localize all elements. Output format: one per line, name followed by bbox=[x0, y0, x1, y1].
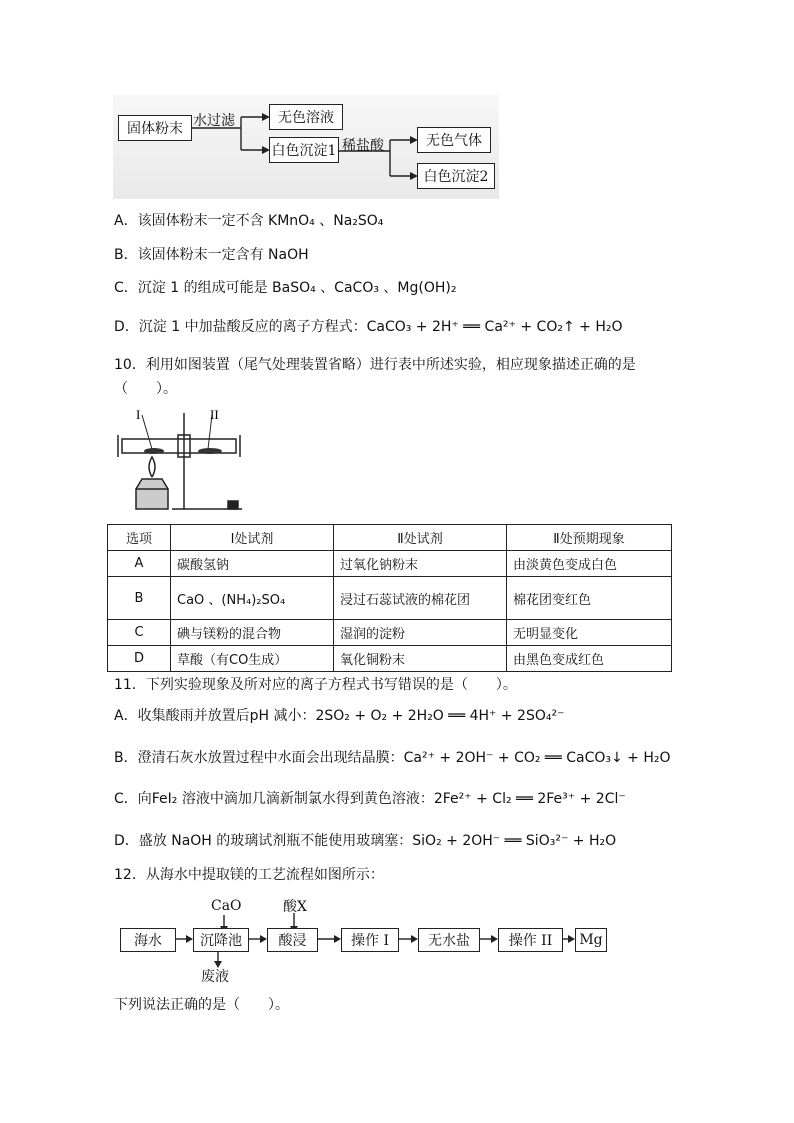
flow2-cao-label: CaO bbox=[211, 898, 242, 914]
apparatus-label-ii: II bbox=[210, 407, 219, 422]
table-cell: 湿润的淀粉 bbox=[334, 620, 507, 646]
flow2-anhydrous-salt bbox=[418, 928, 480, 952]
table-row bbox=[108, 646, 672, 672]
flow2-operation-2 bbox=[498, 928, 563, 952]
table-cell: 由淡黄色变成白色 bbox=[507, 551, 672, 577]
flow1-white-precipitate-2 bbox=[417, 163, 495, 189]
flow2-anhydrous-label: 无水盐 bbox=[428, 933, 470, 949]
flow1-colorless-gas bbox=[417, 127, 491, 153]
table-header-cell: Ⅱ处预期现象 bbox=[507, 525, 672, 551]
q10-stem-line2: （ ）。 bbox=[114, 381, 177, 397]
table-cell: 棉花团变红色 bbox=[507, 577, 672, 620]
q9-option-b: B．该固体粉末一定含有 NaOH bbox=[114, 247, 309, 263]
flow2-acid-leach bbox=[267, 928, 318, 952]
table-header-cell: Ⅱ处试剂 bbox=[334, 525, 507, 551]
flow2-operation-1 bbox=[341, 928, 399, 952]
q11-option-a: A．收集酸雨并放置后pH 减小：2SO₂ + O₂ + 2H₂O ══ 4H⁺ + 2SO₄²⁻ bbox=[114, 708, 565, 724]
table-header-cell: 选项 bbox=[108, 525, 171, 551]
table-cell: C bbox=[108, 620, 171, 646]
table-cell: CaO 、(NH₄)₂SO₄ bbox=[171, 577, 334, 620]
flow2-waste-label: 废液 bbox=[201, 969, 229, 985]
flow2-seawater bbox=[120, 928, 176, 952]
flow2-op2-label: 操作 II bbox=[508, 933, 553, 949]
flow1-connectors bbox=[0, 0, 794, 210]
flow1-white-precipitate-1 bbox=[269, 137, 339, 163]
table-cell: B bbox=[108, 577, 171, 620]
q12-after: 下列说法正确的是（ ）。 bbox=[114, 997, 289, 1013]
table-cell: D bbox=[108, 646, 171, 672]
table-cell: 碳酸氢钠 bbox=[171, 551, 334, 577]
q11-option-c: C．向FeI₂ 溶液中滴加几滴新制氯水得到黄色溶液：2Fe²⁺ + Cl₂ ══ 2Fe³⁺ + 2Cl⁻ bbox=[114, 791, 626, 807]
q9-option-d: D．沉淀 1 中加盐酸反应的离子方程式：CaCO₃ + 2H⁺ ══ Ca²⁺ + CO₂↑ + H₂O bbox=[114, 319, 623, 335]
table-row bbox=[108, 620, 672, 646]
flow2-op1-label: 操作 I bbox=[351, 933, 389, 949]
table-cell: 由黑色变成红色 bbox=[507, 646, 672, 672]
flow2-acid-x-label: 酸X bbox=[283, 899, 307, 915]
flow1-colorless-solution-label: 无色溶液 bbox=[278, 110, 334, 126]
q10-stem-line1: 10．利用如图装置（尾气处理装置省略）进行表中所述实验，相应现象描述正确的是 bbox=[114, 357, 636, 373]
table-cell: 无明显变化 bbox=[507, 620, 672, 646]
table-header-cell: Ⅰ处试剂 bbox=[171, 525, 334, 551]
q9-option-a: A．该固体粉末一定不含 KMnO₄ 、Na₂SO₄ bbox=[114, 213, 384, 229]
q11-stem: 11．下列实验现象及所对应的离子方程式书写错误的是（ ）。 bbox=[114, 677, 517, 693]
flow1-colorless-gas-label: 无色气体 bbox=[426, 133, 482, 149]
flow2-settling-tank bbox=[193, 928, 249, 952]
flow2-seawater-label: 海水 bbox=[134, 933, 162, 949]
table-cell: 草酸（有CO生成） bbox=[171, 646, 334, 672]
table-row bbox=[108, 551, 672, 577]
table-cell: A bbox=[108, 551, 171, 577]
flow1-colorless-solution bbox=[269, 104, 343, 130]
flow1-white-ppt2-label: 白色沉淀2 bbox=[423, 169, 489, 185]
flow1-white-ppt1-label: 白色沉淀1 bbox=[271, 143, 337, 159]
flow1-solid-powder bbox=[118, 115, 192, 141]
q11-option-d: D．盛放 NaOH 的玻璃试剂瓶不能使用玻璃塞：SiO₂ + 2OH⁻ ══ SiO₃²⁻ + H₂O bbox=[114, 833, 617, 849]
flow2-acid-leach-label: 酸浸 bbox=[278, 933, 307, 949]
q10-table bbox=[107, 524, 672, 672]
flow1-filter-label: 水过滤 bbox=[193, 113, 235, 129]
apparatus-illustration bbox=[110, 405, 250, 520]
table-cell: 浸过石蕊试液的棉花团 bbox=[334, 577, 507, 620]
apparatus-label-i: I bbox=[136, 407, 141, 422]
table-cell: 过氧化钠粉末 bbox=[334, 551, 507, 577]
table-cell: 氧化铜粉末 bbox=[334, 646, 507, 672]
flow2-mg-label: Mg bbox=[579, 932, 603, 948]
table-cell: 碘与镁粉的混合物 bbox=[171, 620, 334, 646]
flow1-solid-label: 固体粉末 bbox=[127, 121, 183, 137]
q11-option-b: B．澄清石灰水放置过程中水面会出现结晶膜：Ca²⁺ + 2OH⁻ + CO₂ ══ CaCO₃↓ + H₂O bbox=[114, 750, 671, 766]
q9-option-c: C．沉淀 1 的组成可能是 BaSO₄ 、CaCO₃ 、Mg(OH)₂ bbox=[114, 280, 457, 296]
table-header-row bbox=[108, 525, 672, 551]
table-row bbox=[108, 577, 672, 620]
flow2-magnesium bbox=[575, 928, 607, 952]
flow1-hcl-label: 稀盐酸 bbox=[342, 138, 384, 154]
flow2-settle-label: 沉降池 bbox=[200, 933, 242, 949]
q12-stem: 12．从海水中提取镁的工艺流程如图所示： bbox=[114, 867, 384, 883]
